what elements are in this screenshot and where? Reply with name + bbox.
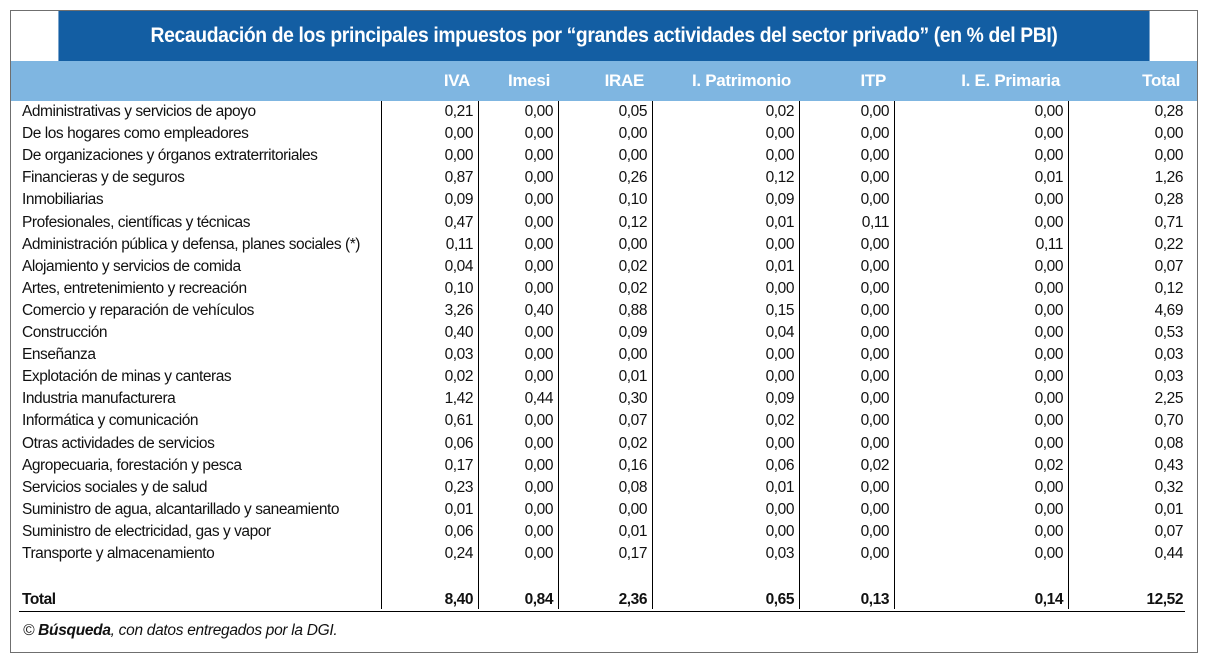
table-row (11, 189, 1197, 211)
cell-ie-primaria: 0,00 (1034, 545, 1063, 562)
cell-ie-primaria: 0,11 (1035, 235, 1063, 253)
cell-i-patrimonio: 0,01 (765, 257, 794, 275)
cell-i-patrimonio: 0,00 (765, 346, 794, 364)
cell-ie-primaria: 0,00 (1034, 500, 1063, 518)
cell-ie-primaria: 0,00 (1034, 279, 1063, 297)
cell-imesi: 0,00 (524, 412, 553, 430)
table-row (11, 366, 1197, 388)
table-card (10, 10, 1198, 653)
cell-i-patrimonio: 0,01 (765, 213, 794, 231)
cell-ie-primaria: 0,00 (1034, 346, 1063, 364)
cell-imesi: 0,00 (524, 257, 553, 275)
cell-irae: 0,00 (618, 346, 647, 364)
cell-ie-primaria: 0,00 (1034, 257, 1063, 275)
table-row (11, 543, 1197, 565)
table-title: Recaudación de los principales impuestos por “grandes actividades del sector privado” (en % del PBI) (58, 11, 1149, 61)
cell-total: 0,28 (1154, 103, 1183, 120)
cell-ie-primaria: 0,00 (1034, 390, 1063, 408)
row-label: De organizaciones y órganos extraterritoriales (22, 147, 318, 165)
row-label: De los hogares como empleadores (22, 125, 249, 143)
cell-i-patrimonio: 0,06 (765, 456, 794, 474)
cell-itp: 0,00 (860, 301, 889, 319)
cell-total: 0,44 (1154, 545, 1183, 562)
cell-ie-primaria: 0,00 (1034, 103, 1063, 120)
cell-irae: 0,30 (618, 390, 647, 408)
table-row (11, 300, 1197, 322)
column-header-ie-primaria: I. E. Primaria (961, 71, 1060, 90)
total-irae: 2,36 (618, 591, 647, 608)
cell-iva: 0,87 (444, 169, 473, 187)
cell-iva: 0,01 (444, 500, 473, 518)
cell-i-patrimonio: 0,12 (765, 169, 794, 187)
cell-total: 0,22 (1154, 235, 1183, 253)
source-prefix: © (23, 622, 39, 639)
cell-imesi: 0,00 (524, 147, 553, 165)
cell-irae: 0,00 (618, 125, 647, 143)
cell-total: 0,08 (1154, 434, 1183, 452)
cell-iva: 0,03 (444, 346, 473, 364)
cell-itp: 0,00 (860, 324, 889, 341)
cell-i-patrimonio: 0,15 (765, 301, 794, 319)
footer-divider (19, 611, 1185, 612)
cell-iva: 1,42 (444, 390, 473, 408)
cell-irae: 0,09 (618, 324, 647, 341)
cell-iva: 0,06 (444, 434, 473, 452)
cell-total: 0,07 (1154, 257, 1183, 275)
cell-irae: 0,05 (618, 103, 647, 120)
cell-total: 0,01 (1154, 500, 1183, 518)
row-label: Administrativas y servicios de apoyo (22, 103, 256, 120)
cell-ie-primaria: 0,00 (1034, 301, 1063, 319)
table-row (11, 344, 1197, 366)
source-publisher: Búsqueda (38, 622, 111, 639)
cell-imesi: 0,00 (524, 235, 553, 253)
cell-imesi: 0,00 (524, 346, 553, 364)
source-suffix: , con datos entregados por la DGI. (110, 622, 338, 639)
cell-i-patrimonio: 0,00 (765, 434, 794, 452)
cell-imesi: 0,40 (524, 301, 553, 319)
cell-total: 0,28 (1154, 191, 1183, 209)
row-label: Artes, entretenimiento y recreación (22, 279, 247, 297)
cell-irae: 0,08 (618, 478, 647, 496)
cell-irae: 0,02 (618, 279, 647, 297)
cell-itp: 0,00 (860, 103, 889, 120)
cell-imesi: 0,00 (524, 500, 553, 518)
column-header-i-patrimonio: I. Patrimonio (691, 71, 791, 90)
cell-iva: 0,11 (445, 235, 473, 253)
cell-itp: 0,00 (860, 434, 889, 452)
cell-itp: 0,00 (860, 500, 889, 518)
cell-itp: 0,00 (860, 346, 889, 364)
cell-total: 4,69 (1154, 301, 1183, 319)
column-header-irae: IRAE (604, 71, 644, 90)
cell-imesi: 0,00 (524, 478, 553, 496)
cell-i-patrimonio: 0,01 (765, 478, 794, 496)
cell-total: 0,32 (1154, 478, 1183, 496)
cell-total: 0,03 (1154, 368, 1183, 386)
cell-iva: 0,00 (444, 147, 473, 165)
table-row (11, 212, 1197, 234)
cell-irae: 0,17 (618, 545, 647, 562)
cell-itp: 0,00 (860, 279, 889, 297)
cell-total: 0,71 (1154, 213, 1183, 231)
row-label: Otras actividades de servicios (22, 434, 215, 452)
table-row (11, 410, 1197, 432)
total-total: 12,52 (1146, 591, 1183, 608)
cell-imesi: 0,00 (524, 169, 553, 187)
cell-itp: 0,11 (861, 213, 889, 231)
cell-ie-primaria: 0,00 (1034, 434, 1063, 452)
cell-imesi: 0,00 (524, 279, 553, 297)
cell-i-patrimonio: 0,02 (765, 103, 794, 120)
cell-ie-primaria: 0,00 (1034, 522, 1063, 540)
cell-total: 0,43 (1154, 456, 1183, 474)
source-note (23, 622, 337, 640)
cell-ie-primaria: 0,00 (1034, 478, 1063, 496)
cell-i-patrimonio: 0,00 (765, 147, 794, 165)
cell-imesi: 0,00 (524, 456, 553, 474)
cell-i-patrimonio: 0,00 (765, 125, 794, 143)
row-label: Transporte y almacenamiento (22, 545, 215, 562)
table-header-row (11, 61, 1197, 101)
cell-ie-primaria: 0,00 (1034, 368, 1063, 386)
cell-total: 2,25 (1154, 390, 1183, 408)
cell-itp: 0,00 (860, 191, 889, 209)
cell-total: 0,53 (1154, 324, 1183, 341)
cell-ie-primaria: 0,00 (1034, 213, 1063, 231)
total-ie-primaria: 0,14 (1034, 591, 1063, 608)
total-i-patrimonio: 0,65 (765, 591, 794, 608)
table-row (11, 278, 1197, 300)
cell-irae: 0,16 (618, 456, 647, 474)
cell-irae: 0,12 (618, 213, 647, 231)
cell-i-patrimonio: 0,00 (765, 500, 794, 518)
table-row (11, 145, 1197, 167)
cell-i-patrimonio: 0,00 (765, 279, 794, 297)
cell-total: 1,26 (1154, 169, 1183, 187)
cell-iva: 0,24 (444, 545, 473, 562)
cell-irae: 0,00 (618, 147, 647, 165)
cell-total: 0,03 (1154, 346, 1183, 364)
row-label: Agropecuaria, forestación y pesca (22, 456, 242, 474)
table-row (11, 455, 1197, 477)
total-label: Total (22, 591, 56, 608)
cell-i-patrimonio: 0,02 (765, 412, 794, 430)
cell-ie-primaria: 0,01 (1034, 169, 1063, 187)
cell-ie-primaria: 0,00 (1034, 125, 1063, 143)
cell-total: 0,12 (1154, 279, 1183, 297)
cell-iva: 0,09 (444, 191, 473, 209)
cell-ie-primaria: 0,00 (1034, 412, 1063, 430)
row-label: Informática y comunicación (22, 412, 199, 430)
cell-imesi: 0,00 (524, 213, 553, 231)
cell-irae: 0,26 (618, 169, 647, 187)
table-row (11, 123, 1197, 145)
cell-iva: 3,26 (444, 301, 473, 319)
row-label: Suministro de agua, alcantarillado y saneamiento (22, 500, 340, 518)
cell-itp: 0,00 (860, 235, 889, 253)
cell-iva: 0,04 (444, 257, 473, 275)
cell-i-patrimonio: 0,09 (765, 191, 794, 209)
table-row (11, 234, 1197, 256)
cell-total: 0,70 (1154, 412, 1183, 430)
cell-irae: 0,02 (618, 257, 647, 275)
cell-itp: 0,00 (860, 368, 889, 386)
cell-iva: 0,21 (444, 103, 473, 120)
row-label: Financieras y de seguros (22, 169, 185, 187)
cell-irae: 0,10 (618, 191, 647, 209)
cell-total: 0,00 (1154, 125, 1183, 143)
cell-irae: 0,02 (618, 434, 647, 452)
cell-irae: 0,00 (618, 500, 647, 518)
cell-irae: 0,88 (618, 301, 647, 319)
cell-iva: 0,10 (444, 279, 473, 297)
cell-ie-primaria: 0,00 (1034, 324, 1063, 341)
cell-ie-primaria: 0,00 (1034, 191, 1063, 209)
cell-imesi: 0,00 (524, 103, 553, 120)
cell-i-patrimonio: 0,00 (765, 235, 794, 253)
cell-i-patrimonio: 0,09 (765, 390, 794, 408)
table-row (11, 521, 1197, 543)
row-label: Enseñanza (22, 346, 96, 364)
table-row (11, 322, 1197, 344)
row-label: Servicios sociales y de salud (22, 478, 208, 496)
cell-i-patrimonio: 0,03 (765, 545, 794, 562)
cell-itp: 0,00 (860, 545, 889, 562)
row-label: Inmobiliarias (22, 191, 104, 209)
cell-imesi: 0,44 (524, 390, 553, 408)
row-label: Explotación de minas y canteras (22, 368, 232, 386)
total-imesi: 0,84 (524, 591, 553, 608)
row-label: Alojamiento y servicios de comida (22, 257, 241, 275)
cell-iva: 0,61 (444, 412, 473, 430)
cell-iva: 0,02 (444, 368, 473, 386)
cell-ie-primaria: 0,02 (1034, 456, 1063, 474)
row-label: Administración pública y defensa, planes sociales (*) (22, 235, 361, 253)
cell-i-patrimonio: 0,04 (765, 324, 794, 341)
column-header-iva: IVA (443, 71, 470, 90)
cell-imesi: 0,00 (524, 191, 553, 209)
row-label: Suministro de electricidad, gas y vapor (22, 522, 271, 540)
cell-itp: 0,00 (860, 412, 889, 430)
cell-itp: 0,00 (860, 522, 889, 540)
cell-imesi: 0,00 (524, 545, 553, 562)
cell-imesi: 0,00 (524, 434, 553, 452)
cell-iva: 0,00 (444, 125, 473, 143)
row-label: Industria manufacturera (22, 390, 176, 408)
column-header-itp: ITP (860, 71, 886, 90)
cell-iva: 0,17 (444, 456, 473, 474)
total-row (11, 589, 1197, 611)
row-label: Profesionales, científicas y técnicas (22, 213, 251, 231)
cell-imesi: 0,00 (524, 125, 553, 143)
cell-iva: 0,40 (444, 324, 473, 341)
cell-irae: 0,01 (618, 522, 647, 540)
table-row (11, 101, 1197, 123)
cell-itp: 0,00 (860, 147, 889, 165)
cell-iva: 0,06 (444, 522, 473, 540)
total-iva: 8,40 (444, 591, 473, 608)
cell-i-patrimonio: 0,00 (765, 368, 794, 386)
cell-iva: 0,47 (444, 213, 473, 231)
table-row (11, 477, 1197, 499)
cell-iva: 0,23 (444, 478, 473, 496)
cell-itp: 0,00 (860, 390, 889, 408)
table-row (11, 499, 1197, 521)
cell-itp: 0,02 (860, 456, 889, 474)
table-row (11, 433, 1197, 455)
cell-irae: 0,01 (618, 368, 647, 386)
cell-itp: 0,00 (860, 125, 889, 143)
cell-total: 0,07 (1154, 522, 1183, 540)
column-header-imesi: Imesi (508, 71, 550, 90)
cell-irae: 0,07 (618, 412, 647, 430)
cell-imesi: 0,00 (524, 368, 553, 386)
table-row (11, 167, 1197, 189)
cell-i-patrimonio: 0,00 (765, 522, 794, 540)
row-label: Construcción (22, 324, 108, 341)
cell-ie-primaria: 0,00 (1034, 147, 1063, 165)
column-header-total: Total (1142, 71, 1180, 90)
table-row (11, 256, 1197, 278)
cell-imesi: 0,00 (524, 324, 553, 341)
cell-irae: 0,00 (618, 235, 647, 253)
total-itp: 0,13 (860, 591, 889, 608)
cell-imesi: 0,00 (524, 522, 553, 540)
cell-itp: 0,00 (860, 478, 889, 496)
row-label: Comercio y reparación de vehículos (22, 301, 254, 319)
table-row (11, 388, 1197, 410)
table-body (11, 101, 1197, 611)
cell-total: 0,00 (1154, 147, 1183, 165)
cell-itp: 0,00 (860, 257, 889, 275)
cell-itp: 0,00 (860, 169, 889, 187)
